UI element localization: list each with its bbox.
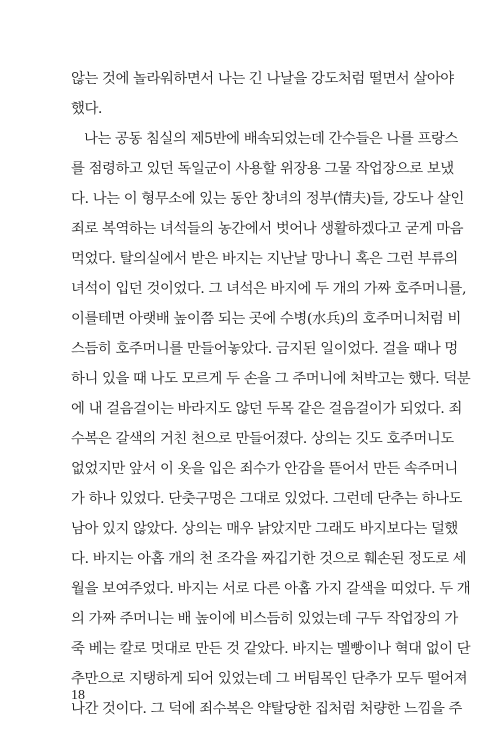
text-line: 먹었다. 탈의실에서 받은 바지는 지난날 망나니 혹은 그런 부류의 <box>71 251 458 267</box>
text-line: 죽 베는 칼로 멋대로 만든 것 같았다. 바지는 멜빵이나 혁대 없이 단 <box>71 641 471 657</box>
page-number: 18 <box>71 688 85 703</box>
text-line: 다. 나는 이 형무소에 있는 동안 창녀의 정부(情夫)들, 강도나 살인 <box>71 191 464 207</box>
text-line: 추만으로 지탱하게 되어 있었는데 그 버팀목인 단추가 모두 떨어져 <box>71 671 468 687</box>
text-line: 가 하나 있었다. 단춧구멍은 그대로 있었다. 그런데 단추는 하나도 <box>71 491 462 507</box>
text-line: 나는 공동 침실의 제5반에 배속되었는데 간수들은 나를 프랑스 <box>84 131 458 147</box>
body-text <box>71 64 471 724</box>
text-line: 수복은 갈색의 거친 천으로 만들어졌다. 상의는 깃도 호주머니도 <box>71 431 454 447</box>
text-line: 남아 있지 않았다. 상의는 매우 낡았지만 그래도 바지보다는 덜했 <box>71 521 458 537</box>
text-line: 월을 보여주었다. 바지는 서로 다른 아홉 가지 갈색을 띠었다. 두 개 <box>71 581 471 597</box>
text-line: 다. 바지는 아홉 개의 천 조각을 짜깁기한 것으로 훼손된 정도로 세 <box>71 551 467 567</box>
text-line: 를 점령하고 있던 독일군이 사용할 위장용 그물 작업장으로 보냈 <box>71 161 454 177</box>
text-line: 하니 있을 때 나도 모르게 두 손을 그 주머니에 처박고는 했다. 덕분 <box>71 371 471 387</box>
text-line: 녀석이 입던 것이었다. 그 녀석은 바지에 두 개의 가짜 호주머니를, <box>71 281 467 297</box>
text-line: 의 가짜 주머니는 배 높이에 비스듬히 있었는데 구두 작업장의 가 <box>71 611 458 627</box>
text-line: 않는 것에 놀라워하면서 나는 긴 나날을 강도처럼 떨면서 살아야 <box>71 71 454 87</box>
text-line: 에 내 걸음걸이는 바라지도 않던 두목 같은 걸음걸이가 되었다. 죄 <box>71 401 462 417</box>
text-line: 나간 것이다. 그 덕에 죄수복은 약탈당한 집처럼 처량한 느낌을 주 <box>71 701 462 717</box>
text-line: 없었지만 앞서 이 옷을 입은 죄수가 안감을 뜯어서 만든 속주머니 <box>71 461 458 477</box>
text-line: 이를테면 아랫배 높이쯤 되는 곳에 수병(水兵)의 호주머니처럼 비 <box>71 311 461 327</box>
text-line: 죄로 복역하는 녀석들의 농간에서 벗어나 생활하겠다고 굳게 마음 <box>71 221 464 237</box>
text-line: 스듬히 호주머니를 만들어놓았다. 금지된 일이었다. 걸을 때나 멍 <box>71 341 458 357</box>
text-line: 했다. <box>71 101 103 117</box>
